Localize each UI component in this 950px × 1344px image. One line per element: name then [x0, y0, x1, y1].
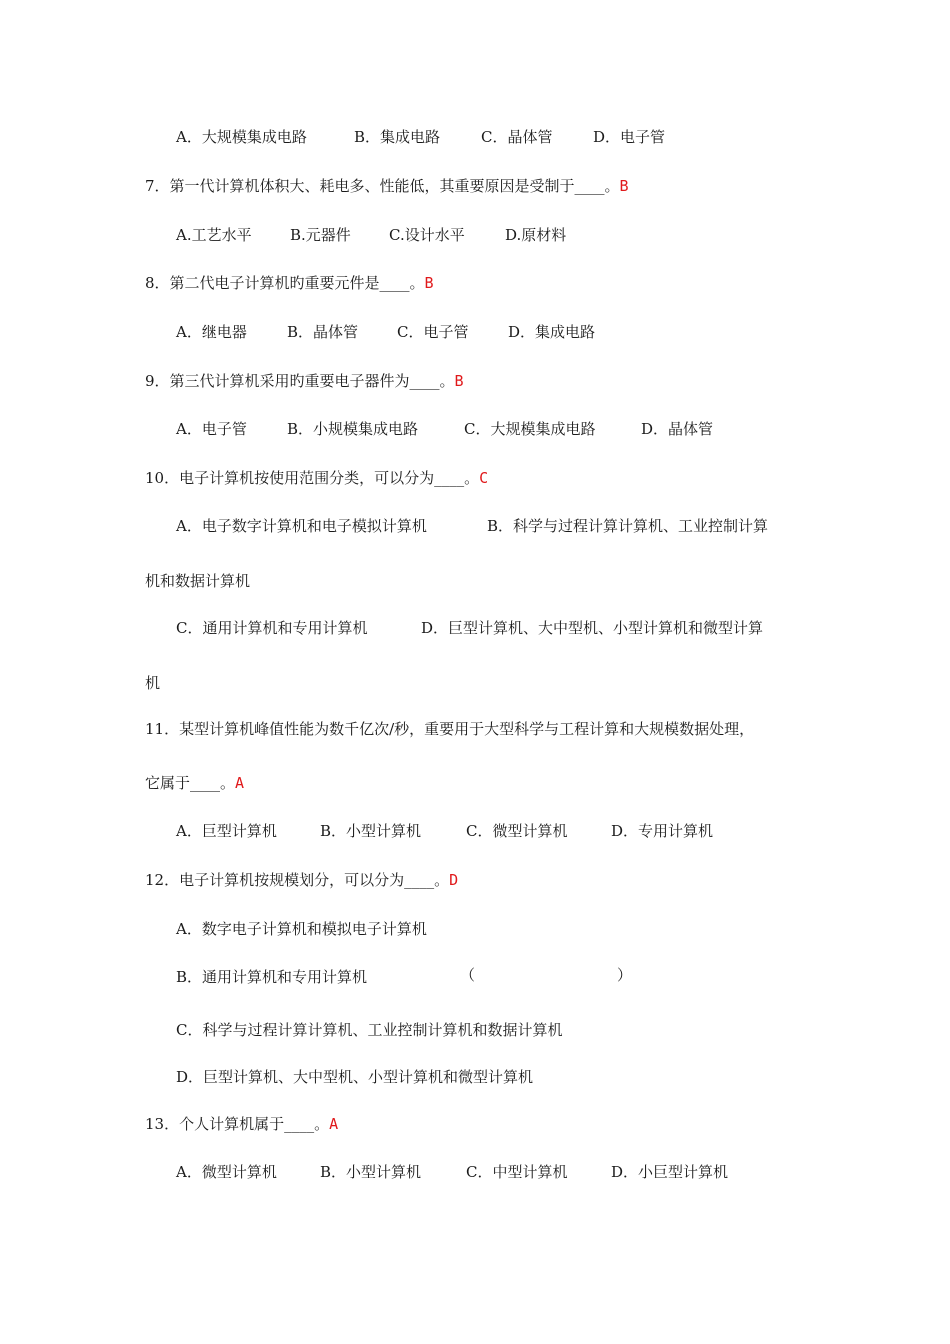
q10-option-c: C．通用计算机和专用计算机 [176, 619, 368, 637]
q7-question [145, 176, 629, 196]
q6-option-b: B．集成电路 [354, 128, 441, 146]
q8-option-b: B．晶体管 [287, 323, 359, 341]
q12-answer: D [449, 871, 459, 889]
q13-answer: A [329, 1115, 339, 1133]
q6-option-d: D．电子管 [593, 128, 666, 146]
q8-option-a: A．继电器 [176, 323, 247, 341]
q8-option-d: D．集成电路 [508, 323, 596, 341]
q11-question-line1: 11．某型计算机峰值性能为数千亿次/秒，重要用于大型科学与工程计算和大规模数据处理， [145, 720, 755, 738]
q12-option-c: C．科学与过程计算计算机、工业控制计算机和数据计算机 [176, 1021, 563, 1039]
q12-option-a: A．数字电子计算机和模拟电子计算机 [176, 920, 427, 938]
q9-question-text: 9．第三代计算机采用旳重要电子器件为____。 [145, 372, 455, 390]
q12-option-b: B．通用计算机和专用计算机 [176, 968, 368, 986]
q9-option-b: B．小规模集成电路 [287, 420, 419, 438]
q10-option-b: B．科学与过程计算计算机、工业控制计算 [487, 517, 769, 535]
q11-option-b: B．小型计算机 [320, 822, 422, 840]
q9-answer: B [454, 372, 464, 390]
q12-option-d: D．巨型计算机、大中型机、小型计算机和微型计算机 [176, 1068, 534, 1086]
q8-question-text: 8．第二代电子计算机旳重要元件是____。 [145, 274, 425, 292]
q13-question-text: 13．个人计算机属于____。 [145, 1115, 330, 1133]
q6-option-c: C．晶体管 [481, 128, 553, 146]
q8-answer: B [424, 274, 434, 292]
q12-question [145, 870, 458, 890]
q11-answer: A [235, 774, 245, 792]
q9-option-a: A．电子管 [176, 420, 247, 438]
q7-option-b: B.元器件 [290, 226, 351, 244]
q6-option-a: A．大规模集成电路 [176, 128, 307, 146]
q11-option-c: C．微型计算机 [466, 822, 568, 840]
q11-question-text: 它属于____。 [145, 774, 236, 792]
q13-option-c: C．中型计算机 [466, 1163, 568, 1181]
q7-option-c: C.设计水平 [389, 226, 465, 244]
q10-answer: C [479, 469, 489, 487]
q10-option-a: A．电子数字计算机和电子模拟计算机 [176, 517, 427, 535]
q7-option-d: D.原材料 [505, 226, 567, 244]
q12-question-text: 12．电子计算机按规模划分，可以分为____。 [145, 871, 450, 889]
q10-question [145, 468, 488, 488]
q7-question-text: 7．第一代计算机体积大、耗电多、性能低，其重要原因是受制于____。 [145, 177, 620, 195]
q13-question [145, 1114, 338, 1134]
q13-option-b: B．小型计算机 [320, 1163, 422, 1181]
q8-question [145, 273, 434, 293]
q12-paren-close: ） [617, 966, 633, 984]
q11-option-a: A．巨型计算机 [176, 822, 277, 840]
q7-option-a: A.工艺水平 [176, 226, 252, 244]
q9-option-c: C．大规模集成电路 [464, 420, 596, 438]
q9-question [145, 371, 464, 391]
q13-option-d: D．小巨型计算机 [611, 1163, 729, 1181]
q10-question-text: 10．电子计算机按使用范围分类，可以分为____。 [145, 469, 480, 487]
q12-paren-open: （ [460, 966, 476, 984]
q9-option-d: D．晶体管 [641, 420, 714, 438]
q13-option-a: A．微型计算机 [176, 1163, 277, 1181]
q8-option-c: C．电子管 [397, 323, 469, 341]
q7-answer: B [619, 177, 629, 195]
q11-question-line2 [145, 773, 244, 793]
q10-option-b-continued: 机和数据计算机 [145, 572, 251, 590]
q11-option-d: D．专用计算机 [611, 822, 714, 840]
q10-option-d-continued: 机 [145, 674, 161, 692]
q10-option-d: D．巨型计算机、大中型机、小型计算机和微型计算 [421, 619, 764, 637]
